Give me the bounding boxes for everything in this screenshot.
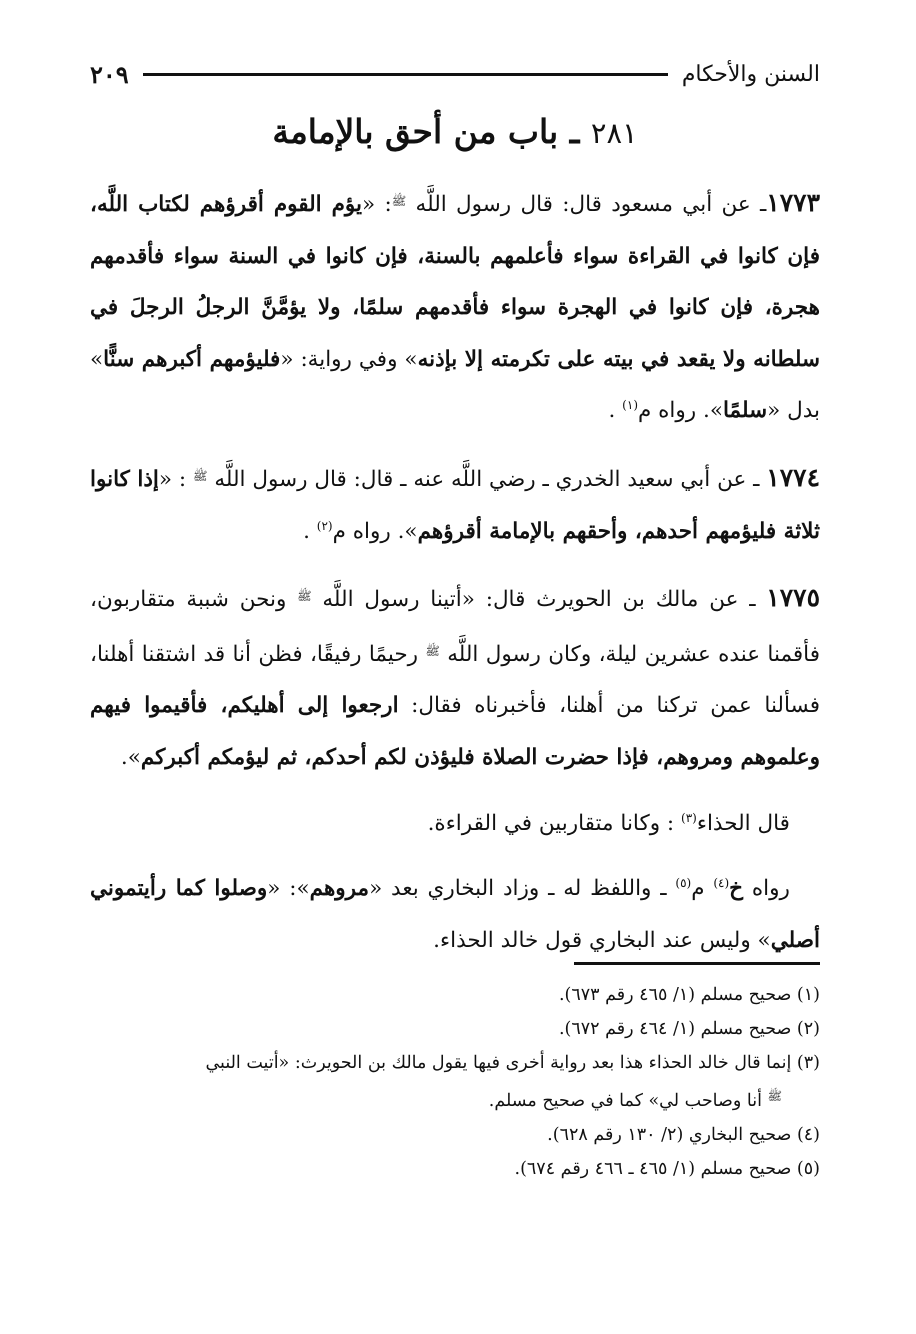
note-text: ـ واللفظ له ـ وزاد البخاري بعد « (369, 876, 676, 902)
footnote-3-continued (86, 1080, 820, 1119)
page-number: ٢٠٩ (90, 59, 129, 89)
hadith-text: ـ عن أبي مسعود قال: قال رسول اللَّه (406, 192, 767, 217)
hadith-text: ». (120, 744, 141, 770)
footnote-5: (٥) صحيح مسلم (١/ ٤٦٥ ـ ٤٦٦ رقم ٦٧٤). (514, 1158, 820, 1179)
note-text: رواه (743, 876, 790, 902)
hadith-text: : « (362, 192, 392, 217)
hadith-number: ١٧٧٤ (766, 462, 820, 492)
hadith-matn: فليؤمهم أكبرهم سنًّا (103, 346, 281, 372)
note-text: قال الحذاء (696, 810, 790, 836)
hadith-text: . (608, 398, 623, 424)
hadith-1775 (90, 571, 820, 783)
salla-symbol-icon: ﷺ (297, 589, 312, 604)
hadith-number: ١٧٧٥ (766, 583, 820, 613)
footnote-separator (574, 962, 820, 965)
hadith-text: » وفي رواية: « (280, 346, 418, 372)
footnote-2: (٢) صحيح مسلم (١/ ٤٦٤ رقم ٦٧٢). (558, 1018, 820, 1039)
hadith-1773 (90, 176, 820, 437)
hadith-matn: سلمًا (722, 398, 768, 424)
chapter-title (90, 106, 820, 159)
running-header (90, 54, 820, 94)
note-text: م (691, 876, 714, 902)
salla-symbol-icon: ﷺ (767, 1089, 782, 1104)
hadith-text: ». رواه م (638, 398, 723, 424)
hadith-text: ». رواه م (332, 518, 418, 544)
hadith-matn: وصلوا كما رأيتموني أصلي (90, 876, 820, 953)
footnote-3 (86, 1047, 820, 1081)
hadith-1774 (90, 451, 820, 557)
footnote-ref: (٢) (316, 518, 333, 533)
note-text: »: « (267, 876, 310, 902)
footnote-text: أنا وصاحب لي» كما في صحيح مسلم. (488, 1091, 768, 1112)
footnote-ref: (١) (622, 398, 638, 413)
book-title: السنن والأحكام (681, 61, 820, 87)
hadith-matn: يؤم القوم أقرؤهم لكتاب اللَّه، فإن كانوا في القراءة سواء فأعلمهم بالسنة، فإن كانوا في السنة سواء فأقدمهم هجرة، فإن كانوا في الهجرة سواء فأقدمهم سلمًا، ولا يؤمَّنَّ الرجلُ الرجلَ في سلطانه ولا يقعد في بيته على تكرمته إلا بإذنه (90, 192, 821, 372)
hadith-text: ـ عن مالك بن الحويرث قال: «أتينا رسول اللَّه (311, 587, 767, 613)
salla-symbol-icon: ﷺ (391, 194, 407, 208)
footnote-4: (٤) صحيح البخاري (٢/ ١٣٠ رقم ٦٢٨). (547, 1125, 820, 1146)
source-symbol: خ (729, 876, 744, 902)
hadith-matn: إذا كانوا ثلاثة فليؤمهم أحدهم، وأحقهم بالإمامة أقرؤهم (90, 466, 820, 544)
salla-symbol-icon: ﷺ (192, 468, 208, 483)
hadith-matn: مروهم (309, 876, 370, 902)
note-text: : وكانا متقاربين في القراءة. (427, 810, 682, 836)
header-rule (143, 73, 668, 76)
hadith-matn: ارجعوا إلى أهليكم، فأقيموا فيهم وعلموهم ومروهم، فإذا حضرت الصلاة فليؤذن لكم أحدكم، ثم ليؤمكم أكبركم (90, 693, 820, 770)
salla-symbol-icon: ﷺ (425, 643, 440, 658)
hadith-text: ـ عن أبي سعيد الخدري ـ رضي اللَّه عنه ـ قال: قال رسول اللَّه (207, 466, 767, 492)
hadith-number: ١٧٧٣ (766, 188, 821, 217)
hadith-text: : « (158, 466, 193, 492)
footnote-ref: (٣) (681, 810, 697, 825)
footnote-1: (١) صحيح مسلم (١/ ٤٦٥ رقم ٦٧٣). (558, 985, 820, 1005)
footnote-ref: (٤) (713, 875, 730, 890)
chapter-heading: ـ باب من أحق بالإمامة (272, 112, 580, 151)
hadith-text: . (303, 518, 317, 544)
riwayah-note (90, 863, 820, 966)
footnotes (86, 979, 820, 1187)
chapter-number: ٢٨١ (590, 116, 638, 150)
main-text (90, 176, 820, 980)
footnote-ref: (٥) (675, 875, 692, 890)
footnote-text: (٣) إنما قال خالد الحذاء هذا بعد رواية أخرى فيها يقول مالك بن الحويرث: «أتيت النبي (205, 1052, 820, 1073)
hadhdha-note (90, 798, 820, 850)
note-text: » وليس عند البخاري قول خالد الحذاء. (433, 927, 771, 953)
hadith-text: » بدل « (90, 346, 820, 424)
hadith-text: ونحن شببة متقاربون، فأقمنا عنده عشرين ليلة، وكان رسول اللَّه (90, 587, 820, 667)
hadith-text: رحيمًا رفيقًا، فظن أنا قد اشتقنا أهلنا، فسألنا عمن تركنا من أهلنا، فأخبرناه فقال: (90, 641, 820, 719)
